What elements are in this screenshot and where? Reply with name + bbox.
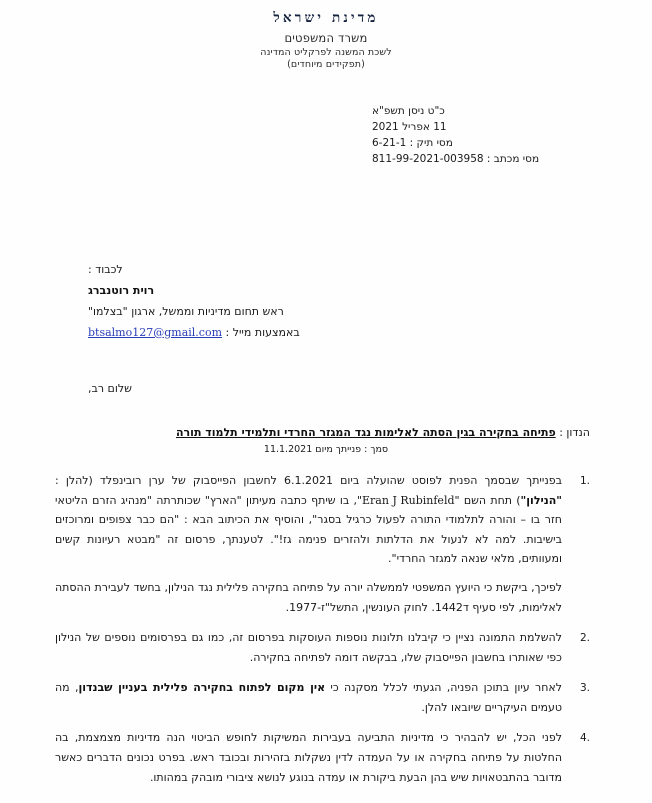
subject-text: פתיחה בחקירה בגין הסתה לאלימות נגד המגזר החרדי ותלמידי תלמוד תורה [176,425,556,439]
subject-block [0,425,652,456]
emphasis-text: אין מקום לפתוח בחקירה פלילית בעניין שבנדון [78,681,326,695]
paragraph-number: 1. [579,475,590,488]
ministry-name: משרד המשפטים [284,31,368,46]
paragraph-number: 2. [579,632,590,645]
paragraph-continuation [55,578,562,617]
addressee-email-row [88,323,652,344]
numbered-paragraph [55,628,590,667]
addressee-role: ראש תחום מדיניות וממשל, ארגון "בצלמו" [88,304,284,318]
addressee-to-label: לכבוד : [88,263,123,277]
numeric-text: 144ד2 [434,600,469,614]
state-emblem-title: מדינת ישראל [273,10,379,26]
letter-number-label: מסי מכתב : [486,153,540,166]
letter-body [0,471,652,787]
numeric-text: 1977 [289,600,318,614]
body-text: לחשבון הפייסבוק של ערן רובינפלד (להלן : [55,474,285,488]
body-text: לפני הכל, יש להבהיר כי מדיניות התביעה בעבירות המשיקות לחופש הביטוי הנה מדיניות מצמצמת, בה החלטות על פתיחה בחקירה או על העמדה לדין נשקלות בזהירות ובכובד ראש. בפרט נכונים הדברים כאשר מדובר בהתבטאויות שיש בהן הבעת ביקורת או עמדה בנוגע לנושא ציבורי מובהק במהותו. [55,731,562,784]
subject-line [62,425,590,442]
hebrew-date: כ"ט ניסן תשפ"א [372,105,445,118]
paragraph-text [55,678,562,717]
file-number-row [372,136,652,152]
paragraph-text [55,471,562,617]
emphasis-text: "הנילון" [520,493,562,507]
greeting: שלום רב, [88,381,132,395]
subject-ref-label: סמך : פנייתך מיום [315,444,389,456]
body-text: ) תחת השם [459,493,521,507]
bureau-subtitle: (תפקידים מיוחדים) [287,59,365,71]
numbered-paragraph [55,728,590,787]
reference-block [0,104,652,168]
paragraph-text [55,728,562,787]
paragraph-text [55,628,562,667]
file-number-value: 6-21-1 [372,137,407,150]
paragraph-number: 3. [579,682,590,695]
paragraph-number: 4. [579,732,590,745]
body-text: . לחוק העונשין, התשל"ז- [317,600,435,614]
body-text: לאחר עיון בתוכן הפניה, הגעתי לכלל מסקנה כי [325,681,562,695]
body-text: לפיכך, ביקשת כי היועץ המשפטי לממשלה יורה על פתיחה בחקירה פלילית נגד הנילון, בחשד לעבירת ההסתה לאלימות, לפי סעיף [55,581,562,614]
body-text: , מה טעמים העיקריים שיובאו להלן. [55,681,562,714]
numeric-text: 6.1.2021 [284,474,333,488]
body-text: " [454,493,460,507]
file-number-label: מסי תיק : [409,137,453,150]
body-text: להשלמת התמונה נציין כי קיבלנו תלונות נוספות העוסקות בפרסום זה, כמו גם בפרסומים נוספים של הנילון כפי שאותרו בחשבון הפייסבוק שלו, בבקשה דומה לפתיחה בחקירה. [55,631,562,664]
numbered-paragraph [55,471,590,617]
body-text: בפנייתך שבסמך הפנית לפוסט שהועלה ביום [333,474,562,488]
addressee-name: רוית רוטנברג [88,283,155,297]
letterhead [0,0,652,70]
latin-text: Eran J Rubinfeld [362,493,455,507]
gregorian-date: 11 אפריל 2021 [372,121,447,134]
addressee-email-link[interactable]: btsalmo127@gmail.com [88,325,223,339]
body-text: ", בו שיתף כתבה מעיתון "הארץ" שכותרתה "מנהיג הזרם הליטאי חזר בו – והורה לתלמודי התורה לפעול כרגיל בסגר", והוסיף את הכיתוב הבא : "הם כבר צפופים ומרוכזים בישיבות. למה לא לנעול את הדלתות ולהזרים פנימה גז!". לטענתך, פרסום זה "מבטא רעיונות קשים ומעוותים, מלאי שנאה למגזר החרדי". [55,493,562,566]
subject-reference [62,444,590,455]
body-text: . [285,600,290,614]
addressee-block [0,260,652,344]
bureau-name: לשכת המשנה לפרקליט המדינה [260,47,392,59]
letter-number-value: 811-99-2021-003958 [372,153,484,166]
subject-label: הנדון : [559,425,590,439]
letter-number-row [372,152,652,168]
numbered-paragraph [55,678,590,717]
subject-ref-date: 11.1.2021 [263,444,313,456]
addressee-email-label: באמצעות מייל : [225,325,300,339]
